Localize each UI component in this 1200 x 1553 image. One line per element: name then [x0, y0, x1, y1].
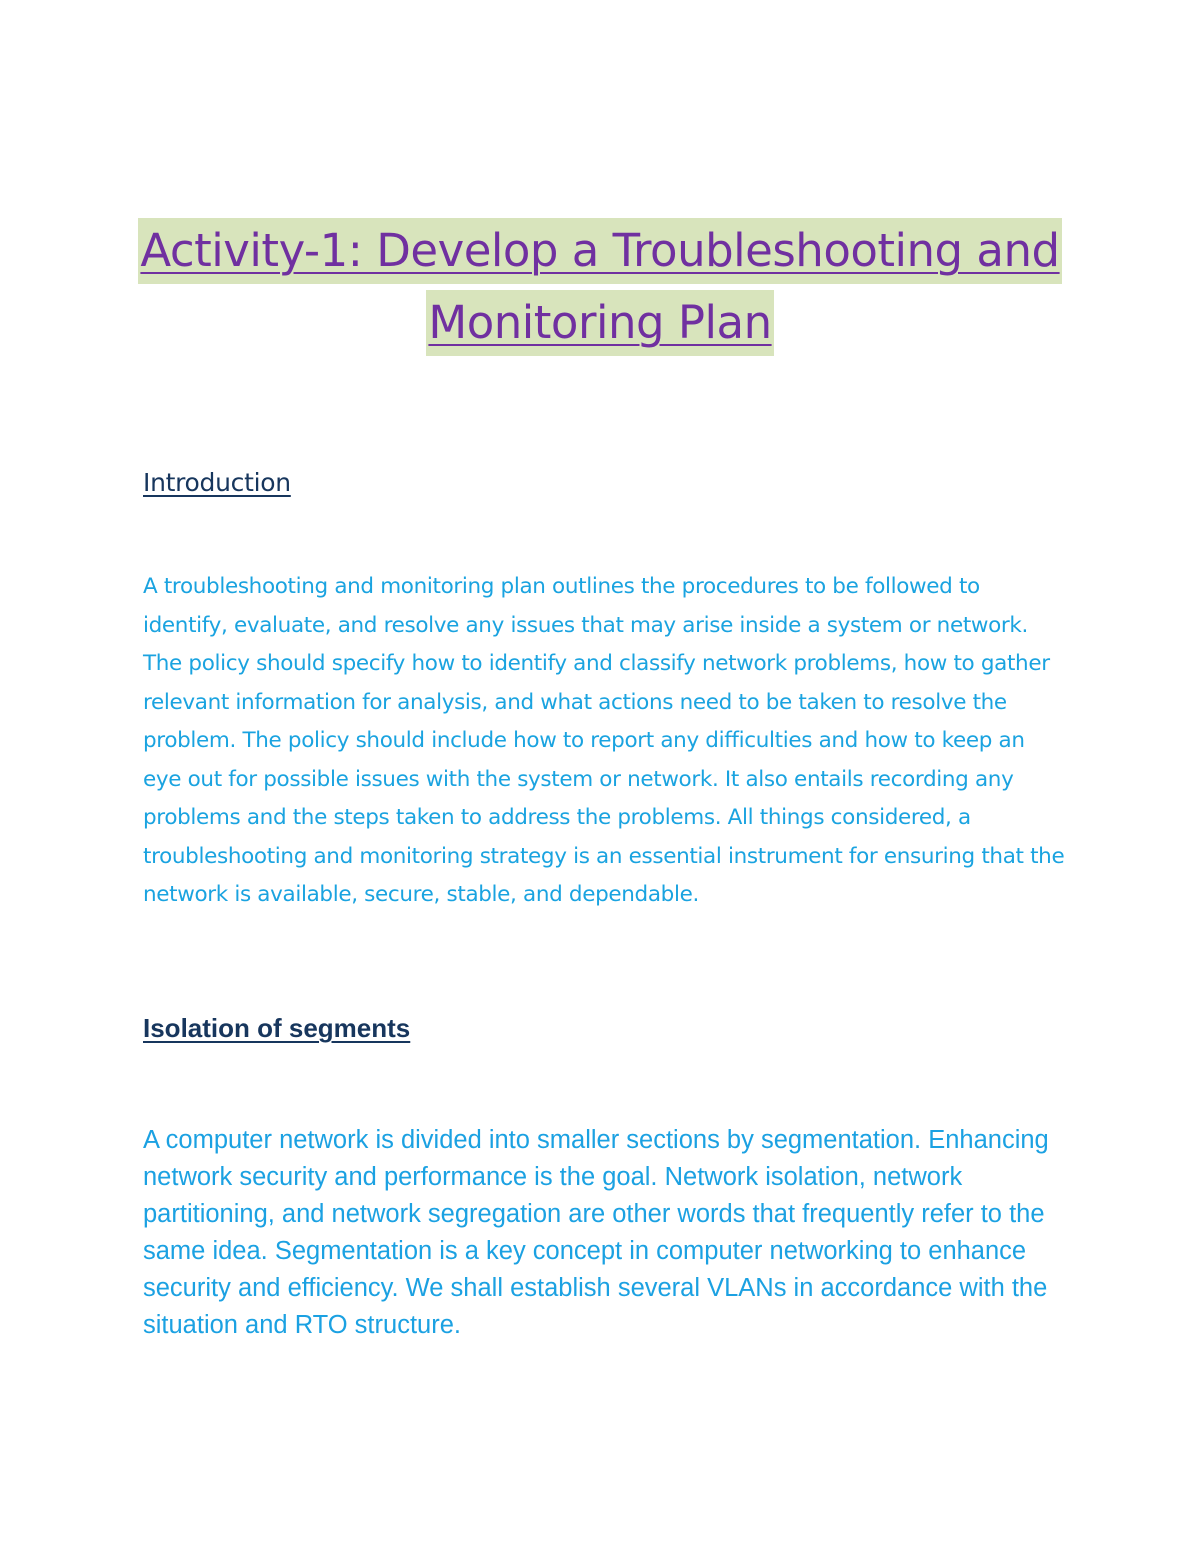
isolation-paragraph: A computer network is divided into smaller sections by segmentation. Enhancing network security and performance is the goal. Network isolation, network partitioning, and network segregation are other words that frequently refer to the same idea. Segmentation is a key concept in computer networking to enhance security and efficiency. We shall establish several VLANs in accordance with the situation and RTO structure. [143, 1126, 1049, 1339]
title-line-1: Activity-1: Develop a Troubleshooting and [138, 218, 1061, 284]
isolation-heading: Isolation of segments [143, 1013, 411, 1043]
document-title [0, 218, 1200, 356]
introduction-paragraph: A troubleshooting and monitoring plan outlines the procedures to be followed to identify, evaluate, and resolve any issues that may arise inside a system or network. The policy should specify how to identify and classify network problems, how to gather relevant information for analysis, and what actions need to be taken to resolve the problem. The policy should include how to report any difficulties and how to keep an eye out for possible issues with the system or network. It also entails recording any problems and the steps taken to address the problems. All things considered, a troubleshooting and monitoring strategy is an essential instrument for ensuring that the network is available, secure, stable, and dependable. [143, 574, 1065, 907]
title-line-2: Monitoring Plan [426, 290, 773, 356]
introduction-heading: Introduction [143, 468, 291, 497]
